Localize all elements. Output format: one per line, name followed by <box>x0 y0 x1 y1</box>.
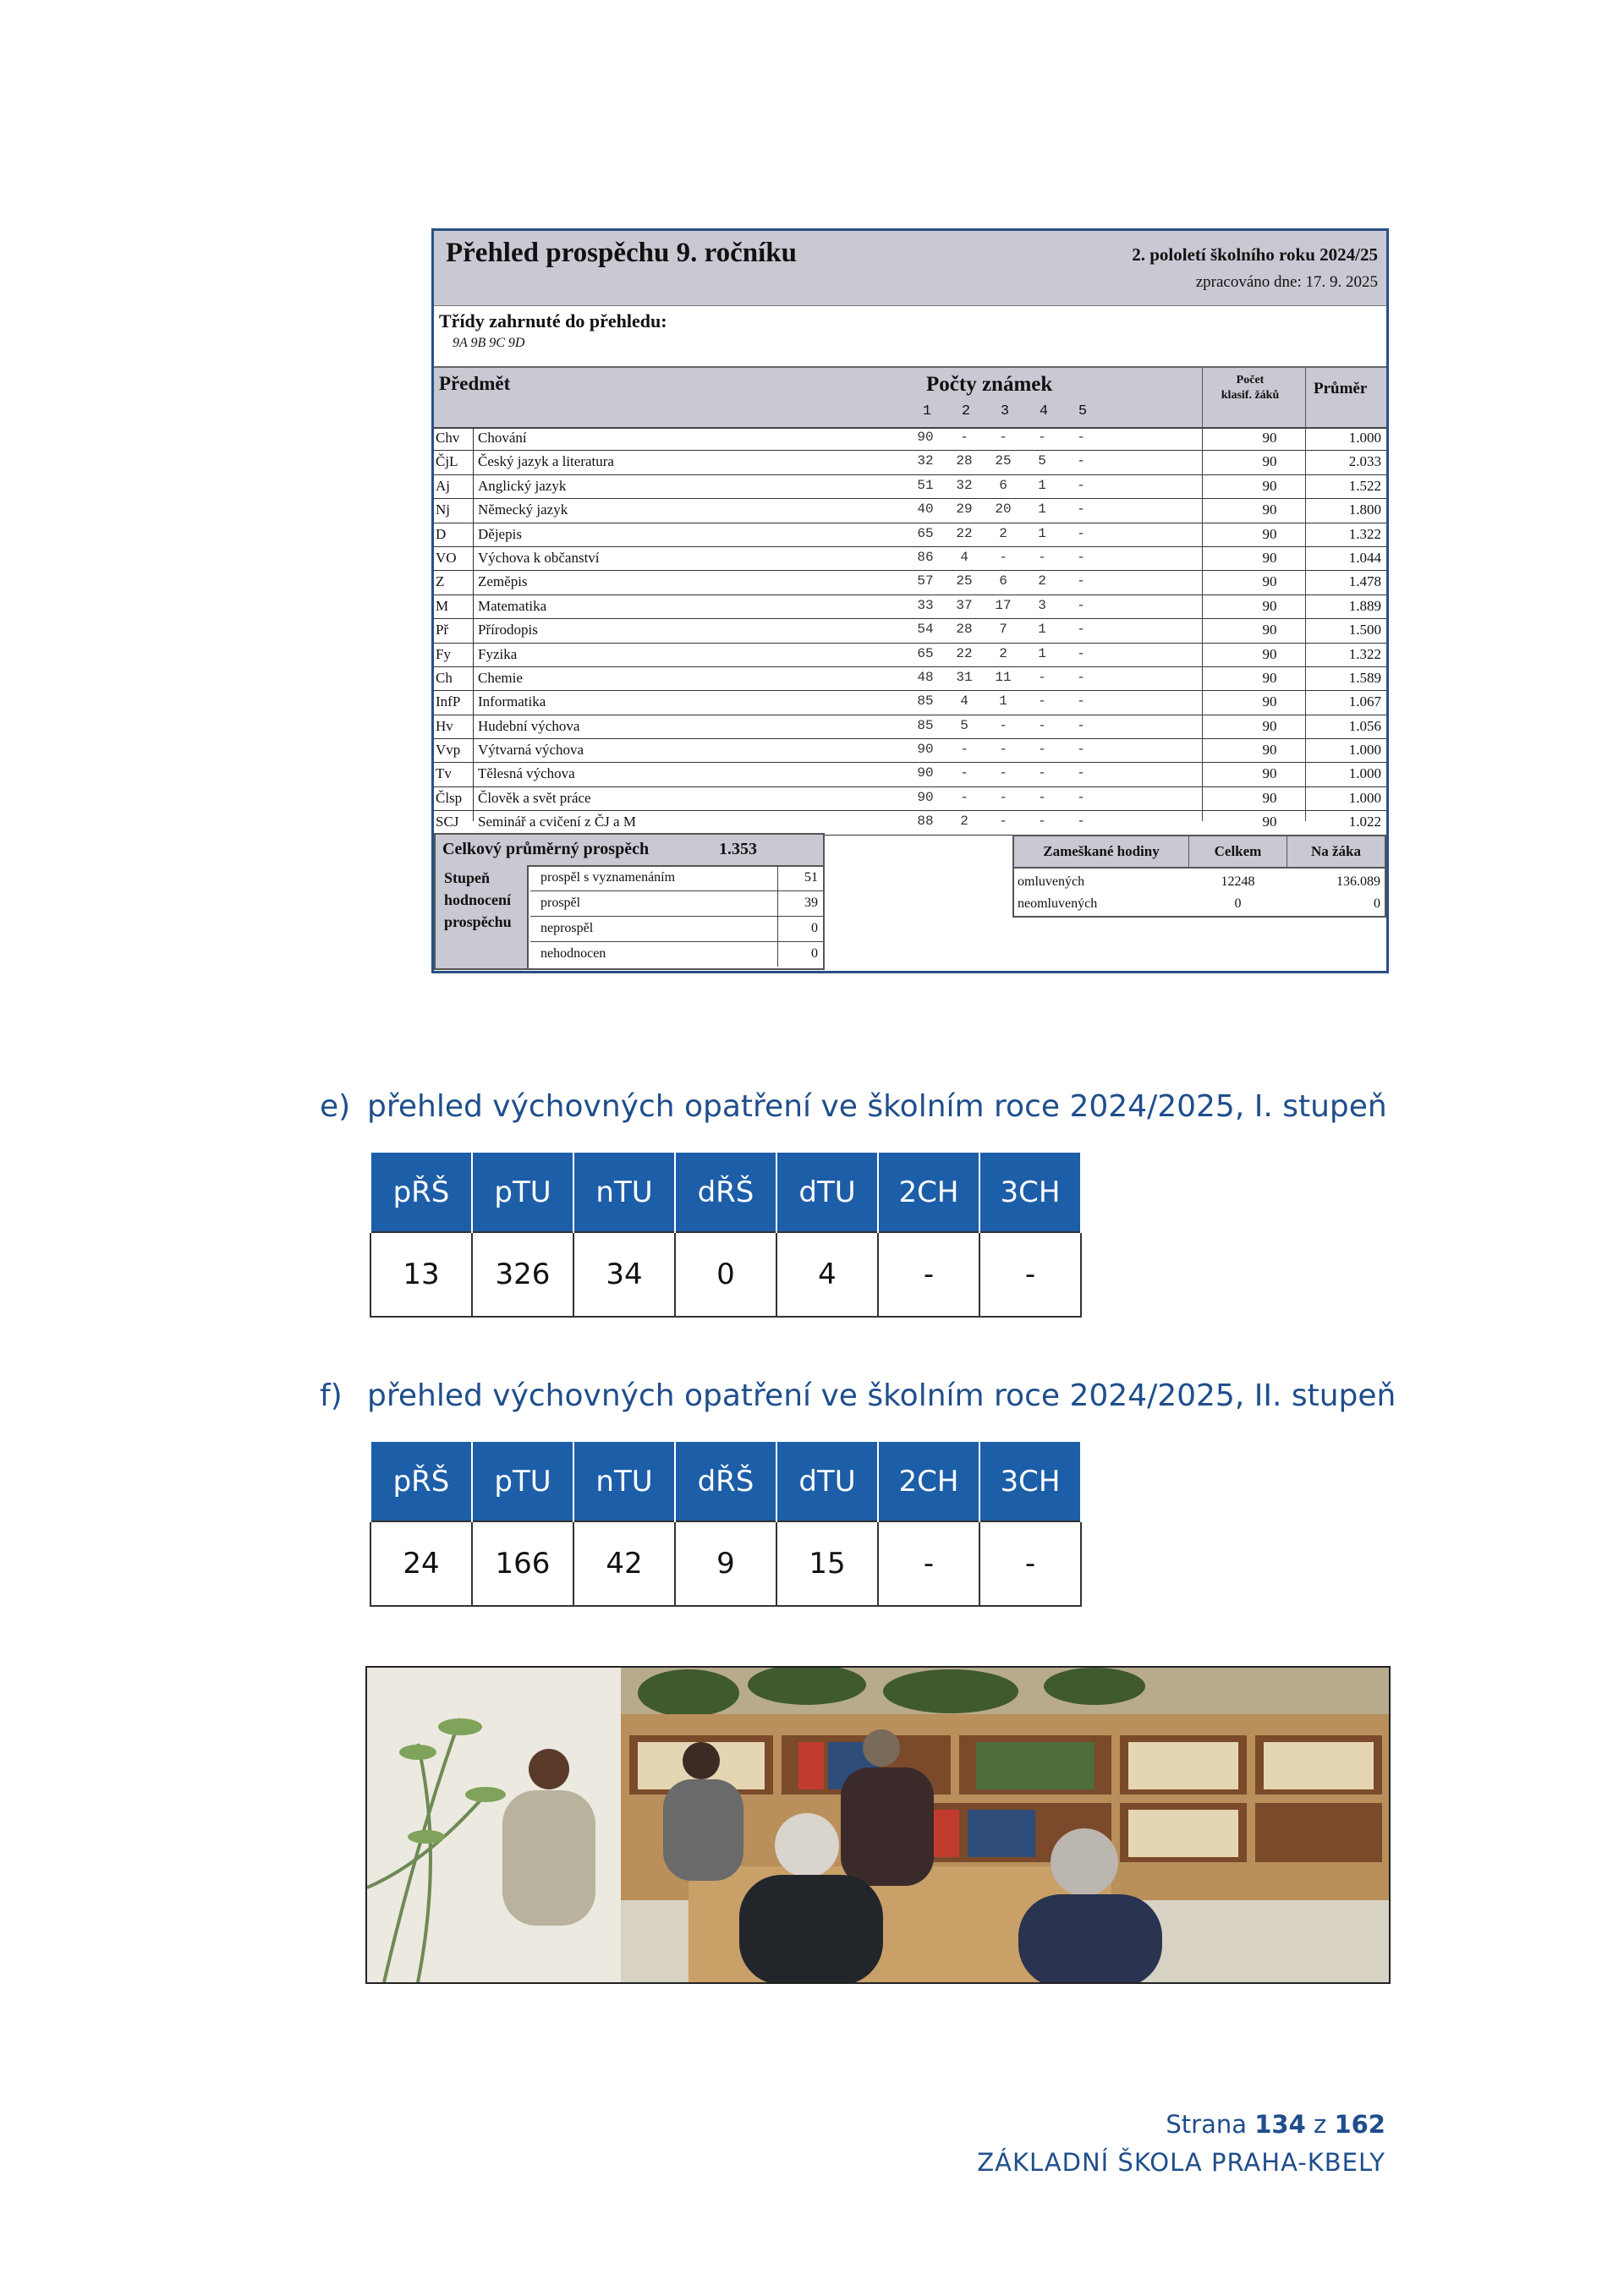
subject-average: 1.322 <box>1348 525 1381 542</box>
col-pocet <box>1216 373 1284 403</box>
grade-level-value: 39 <box>777 890 823 916</box>
page-current: 134 <box>1254 2110 1306 2139</box>
classified-count: 90 <box>1262 669 1277 686</box>
subject-average: 1.044 <box>1348 549 1381 566</box>
classified-count: 90 <box>1262 622 1277 638</box>
subject-row <box>434 427 1386 451</box>
subject-row <box>434 739 1386 763</box>
subject-abbr: M <box>436 597 449 614</box>
page-of: z <box>1314 2110 1327 2139</box>
grade-count: 22 <box>956 645 973 661</box>
measures-header-cell: 3CH <box>979 1441 1081 1521</box>
school-name: ZÁKLADNÍ ŠKOLA PRAHA-KBELY <box>977 2148 1385 2177</box>
grade-count: - <box>1038 765 1046 781</box>
subject-row <box>434 667 1386 691</box>
divider <box>1305 368 1306 427</box>
subject-abbr: Vvp <box>436 742 461 759</box>
grade-count: 48 <box>917 669 934 685</box>
divider <box>1202 427 1203 821</box>
measures-header-cell: 2CH <box>878 1441 979 1521</box>
grade-number: 3 <box>1000 403 1010 419</box>
grade-count: 57 <box>917 573 934 589</box>
col-pocet-line2: klasif. žáků <box>1221 389 1280 402</box>
subject-row <box>434 523 1386 547</box>
grade-count: 1 <box>1038 645 1046 661</box>
grade-count: 90 <box>917 765 934 781</box>
subject-abbr: Tv <box>436 765 452 782</box>
grade-count: 1 <box>1038 622 1046 638</box>
grade-count: - <box>1038 717 1046 733</box>
grade-count: 85 <box>917 717 934 733</box>
grade-number: 2 <box>961 403 971 419</box>
classified-count: 90 <box>1262 525 1277 542</box>
grade-count: - <box>1038 789 1046 805</box>
grade-number: 5 <box>1078 403 1088 419</box>
measures-value-row <box>370 1521 1081 1606</box>
measures-value-cell: 42 <box>573 1521 675 1606</box>
section-e-title: přehled výchovných opatření ve školním roce 2024/2025, I. stupeň <box>367 1089 1387 1124</box>
grade-level-row <box>530 941 823 967</box>
grade-count: - <box>1038 742 1046 758</box>
grade-count: 4 <box>960 693 968 710</box>
overall-average <box>434 833 825 867</box>
grade-count: - <box>1077 765 1085 781</box>
subject-name: Přírodopis <box>478 622 538 638</box>
grade-count: 31 <box>956 669 973 685</box>
library-photo <box>365 1666 1391 1984</box>
report-title: Přehled prospěchu 9. ročníku <box>446 238 797 268</box>
subject-row <box>434 691 1386 715</box>
measures-value-cell: - <box>979 1521 1081 1606</box>
classified-count: 90 <box>1262 597 1277 614</box>
grade-level-text: prospěl s vyznamenáním <box>540 870 676 885</box>
subject-name: Matematika <box>478 597 547 614</box>
subject-average: 1.800 <box>1348 501 1381 518</box>
classified-count: 90 <box>1262 717 1277 734</box>
subject-name: Člověk a svět práce <box>478 789 591 806</box>
grades-table-header <box>434 366 1386 429</box>
grade-level-label-line: prospěchu <box>444 913 512 930</box>
grade-count: 90 <box>917 742 934 758</box>
report-processed-date: zpracováno dne: 17. 9. 2025 <box>1195 273 1378 291</box>
subject-abbr: VO <box>436 549 457 566</box>
grade-count: 2 <box>999 645 1007 661</box>
grade-count: - <box>1038 814 1046 830</box>
subject-name: Výtvarná výchova <box>478 742 584 759</box>
grade-count: 3 <box>1038 597 1046 613</box>
absence-per-student: 136.089 <box>1336 874 1380 889</box>
classified-count: 90 <box>1262 430 1277 446</box>
grade-count: 40 <box>917 501 934 518</box>
overall-label: Celkový průměrný prospěch <box>442 840 650 858</box>
grade-count: - <box>1038 549 1046 565</box>
subject-row <box>434 571 1386 595</box>
subject-row <box>434 547 1386 571</box>
section-f-title: přehled výchovných opatření ve školním roce 2024/2025, II. stupeň <box>367 1378 1396 1413</box>
col-subject: Předmět <box>439 373 511 394</box>
classified-count: 90 <box>1262 814 1277 830</box>
classified-count: 90 <box>1262 501 1277 518</box>
subject-abbr: Nj <box>436 501 450 518</box>
absence-table <box>1012 835 1386 918</box>
grade-count: - <box>1077 430 1085 445</box>
grade-count: 1 <box>1038 477 1046 493</box>
subject-abbr: Fy <box>436 645 451 662</box>
classes-list: 9A 9B 9C 9D <box>453 336 525 350</box>
grade-count: - <box>960 430 968 445</box>
subject-row <box>434 811 1386 835</box>
grade-level-value: 0 <box>777 941 823 967</box>
grade-count: 6 <box>999 573 1007 589</box>
subject-row <box>434 715 1386 739</box>
grade-count: - <box>1038 693 1046 710</box>
grade-count: - <box>1077 501 1085 518</box>
classes-label: Třídy zahrnuté do přehledu: <box>439 310 667 332</box>
grade-count: 90 <box>917 430 934 445</box>
measures-header-cell: dŘŠ <box>675 1152 776 1232</box>
overall-value: 1.353 <box>719 840 757 858</box>
subject-row <box>434 619 1386 643</box>
measures-value-cell: 34 <box>573 1232 675 1317</box>
subject-row <box>434 787 1386 811</box>
subject-row <box>434 644 1386 667</box>
measures-value-cell: 15 <box>776 1521 878 1606</box>
grade-count: 1 <box>999 693 1007 710</box>
subject-name: Anglický jazyk <box>478 477 567 494</box>
grade-count: 6 <box>999 477 1007 493</box>
grade-count: - <box>960 789 968 805</box>
grade-count: - <box>1077 622 1085 638</box>
subject-abbr: Př <box>436 622 449 638</box>
classified-count: 90 <box>1262 477 1277 494</box>
subject-name: Český jazyk a literatura <box>478 453 614 470</box>
subject-abbr: ČjL <box>436 453 458 470</box>
divider <box>473 427 474 821</box>
grade-count: 1 <box>1038 501 1046 518</box>
grade-count: 90 <box>917 789 934 805</box>
subject-abbr: Hv <box>436 717 453 734</box>
subject-name: Německý jazyk <box>478 501 568 518</box>
measures-header-cell: nTU <box>573 1441 675 1521</box>
grade-count: - <box>999 814 1007 830</box>
subject-average: 1.522 <box>1348 477 1381 494</box>
grade-count: - <box>1077 597 1085 613</box>
grade-count: - <box>1077 742 1085 758</box>
classified-count: 90 <box>1262 742 1277 759</box>
classified-count: 90 <box>1262 765 1277 782</box>
report-period: 2. pololetí školního roku 2024/25 <box>1132 244 1378 265</box>
divider <box>1202 368 1203 427</box>
classified-count: 90 <box>1262 789 1277 806</box>
grade-count: 5 <box>1038 453 1046 469</box>
subject-average: 1.056 <box>1348 717 1381 734</box>
classified-count: 90 <box>1262 453 1277 470</box>
measures-header-cell: pTU <box>472 1441 573 1521</box>
measures-header-row <box>370 1152 1081 1232</box>
subject-abbr: Z <box>436 573 445 590</box>
subject-abbr: SCJ <box>436 814 459 830</box>
section-f-heading <box>320 1378 1396 1413</box>
grade-count: 37 <box>956 597 973 613</box>
subject-name: Seminář a cvičení z ČJ a M <box>478 814 636 830</box>
grade-count: 65 <box>917 645 934 661</box>
subject-row <box>434 475 1386 499</box>
measures-table-secondary <box>370 1440 1082 1607</box>
grade-count: 88 <box>917 814 934 830</box>
grade-count: - <box>1077 693 1085 710</box>
grade-count: 32 <box>956 477 973 493</box>
absence-title: Zameškané hodiny <box>1014 836 1189 869</box>
grade-count: 65 <box>917 525 934 541</box>
classified-count: 90 <box>1262 549 1277 566</box>
classified-count: 90 <box>1262 573 1277 590</box>
measures-value-cell: 4 <box>776 1232 878 1317</box>
absence-total: 12248 <box>1221 874 1255 889</box>
grade-level-label-line: hodnocení <box>444 891 512 908</box>
section-f-letter: f) <box>320 1378 343 1413</box>
grade-count: 86 <box>917 549 934 565</box>
measures-header-cell: 2CH <box>878 1152 979 1232</box>
grade-count: 4 <box>960 549 968 565</box>
page-total: 162 <box>1334 2110 1385 2139</box>
absence-col-per-student: Na žáka <box>1287 836 1385 869</box>
subject-average: 1.022 <box>1348 814 1381 830</box>
grade-count: 2 <box>1038 573 1046 589</box>
grade-count: - <box>1038 669 1046 685</box>
grade-number: 1 <box>922 403 932 419</box>
subject-average: 1.000 <box>1348 430 1381 446</box>
grade-count: 28 <box>956 453 973 469</box>
absence-col-total: Celkem <box>1189 836 1287 869</box>
measures-header-cell: dTU <box>776 1152 878 1232</box>
grade-level-text: neprospěl <box>540 921 594 935</box>
grade-level-text: prospěl <box>540 896 581 910</box>
measures-header-cell: pŘŠ <box>370 1152 472 1232</box>
grade-count: - <box>1077 477 1085 493</box>
subject-abbr: Člsp <box>436 789 463 806</box>
subject-abbr: D <box>436 525 447 542</box>
absence-label: omluvených <box>1018 874 1085 889</box>
grade-count: - <box>1077 525 1085 541</box>
subject-name: Výchova k občanství <box>478 549 600 566</box>
measures-value-cell: - <box>878 1521 979 1606</box>
absence-label: neomluvených <box>1018 896 1098 911</box>
subject-row <box>434 763 1386 786</box>
grade-count: 22 <box>956 525 973 541</box>
grade-count: - <box>999 789 1007 805</box>
grade-count: - <box>999 549 1007 565</box>
grade-count: - <box>1077 549 1085 565</box>
grade-count: - <box>999 765 1007 781</box>
grade-count: 1 <box>1038 525 1046 541</box>
grade-count: - <box>960 765 968 781</box>
measures-header-cell: nTU <box>573 1152 675 1232</box>
measures-value-cell: - <box>878 1232 979 1317</box>
grade-count: 25 <box>956 573 973 589</box>
subject-name: Dějepis <box>478 525 522 542</box>
subject-row <box>434 499 1386 523</box>
grade-count: - <box>1077 669 1085 685</box>
measures-value-cell: 9 <box>675 1521 776 1606</box>
measures-header-cell: pTU <box>472 1152 573 1232</box>
grade-count: - <box>1038 430 1046 445</box>
grade-level-text: nehodnocen <box>540 946 606 961</box>
grade-count: - <box>960 742 968 758</box>
library-photo-illustration <box>367 1668 1389 1982</box>
measures-value-cell: 0 <box>675 1232 776 1317</box>
grade-numbers <box>908 403 1102 419</box>
measures-value-cell: 13 <box>370 1232 472 1317</box>
measures-value-cell: - <box>979 1232 1081 1317</box>
grades-table-body <box>434 427 1386 836</box>
section-e-heading <box>320 1089 1387 1124</box>
page-number <box>1166 2110 1385 2139</box>
measures-header-cell: dŘŠ <box>675 1441 776 1521</box>
subject-row <box>434 595 1386 619</box>
grade-count: 5 <box>960 717 968 733</box>
page-prefix: Strana <box>1166 2110 1248 2139</box>
grade-report <box>431 228 1389 973</box>
subject-average: 1.589 <box>1348 669 1381 686</box>
grade-level-row <box>530 865 823 891</box>
grade-count: 51 <box>917 477 934 493</box>
grade-count: 7 <box>999 622 1007 638</box>
subject-row <box>434 451 1386 474</box>
grade-level-table <box>434 865 825 970</box>
subject-average: 1.322 <box>1348 645 1381 662</box>
grade-level-value: 51 <box>777 865 823 890</box>
grade-count: 25 <box>995 453 1012 469</box>
col-grade-counts: Počty známek <box>926 373 1053 396</box>
measures-value-cell: 166 <box>472 1521 573 1606</box>
subject-name: Informatika <box>478 693 546 710</box>
absence-per-student: 0 <box>1374 896 1380 911</box>
grade-number: 4 <box>1039 403 1049 419</box>
subject-name: Fyzika <box>478 645 518 662</box>
grade-count: - <box>1077 717 1085 733</box>
col-average: Průměr <box>1314 380 1368 397</box>
grade-level-label-line: Stupeň <box>444 869 491 886</box>
grade-count: 29 <box>956 501 973 518</box>
grade-count: 11 <box>995 669 1012 685</box>
subject-average: 1.000 <box>1348 765 1381 782</box>
grade-level-row <box>530 916 823 942</box>
grade-count: - <box>1077 453 1085 469</box>
grade-count: 85 <box>917 693 934 710</box>
measures-value-cell: 326 <box>472 1232 573 1317</box>
subject-average: 2.033 <box>1348 453 1381 470</box>
grade-count: - <box>1077 645 1085 661</box>
grade-level-row <box>530 890 823 917</box>
absence-total: 0 <box>1234 896 1242 911</box>
subject-average: 1.889 <box>1348 597 1381 614</box>
grade-count: 54 <box>917 622 934 638</box>
subject-name: Hudební výchova <box>478 717 580 734</box>
subject-average: 1.478 <box>1348 573 1381 590</box>
grade-level-label <box>436 865 529 968</box>
grade-count: 17 <box>995 597 1012 613</box>
col-pocet-line1: Počet <box>1236 374 1265 386</box>
measures-header-cell: pŘŠ <box>370 1441 472 1521</box>
subject-abbr: InfP <box>436 693 461 710</box>
classified-count: 90 <box>1262 693 1277 710</box>
grade-count: 2 <box>960 814 968 830</box>
grade-count: 20 <box>995 501 1012 518</box>
divider <box>1305 427 1306 821</box>
report-header <box>434 231 1386 306</box>
grade-count: - <box>999 430 1007 445</box>
measures-table-primary <box>370 1151 1082 1318</box>
grade-count: 28 <box>956 622 973 638</box>
grade-count: 32 <box>917 453 934 469</box>
subject-average: 1.500 <box>1348 622 1381 638</box>
grade-count: - <box>1077 814 1085 830</box>
grade-count: - <box>999 717 1007 733</box>
subject-name: Zeměpis <box>478 573 528 590</box>
subject-name: Chemie <box>478 669 523 686</box>
subject-name: Chování <box>478 430 527 446</box>
section-e-letter: e) <box>320 1089 351 1124</box>
measures-value-row <box>370 1232 1081 1317</box>
subject-average: 1.000 <box>1348 742 1381 759</box>
subject-name: Tělesná výchova <box>478 765 575 782</box>
grade-count: - <box>1077 573 1085 589</box>
measures-value-cell: 24 <box>370 1521 472 1606</box>
classified-count: 90 <box>1262 645 1277 662</box>
subject-abbr: Ch <box>436 669 453 686</box>
grade-count: - <box>999 742 1007 758</box>
subject-average: 1.067 <box>1348 693 1381 710</box>
grade-count: 2 <box>999 525 1007 541</box>
measures-header-cell: dTU <box>776 1441 878 1521</box>
grade-level-value: 0 <box>777 916 823 941</box>
measures-header-cell: 3CH <box>979 1152 1081 1232</box>
subject-abbr: Chv <box>436 430 460 446</box>
grade-count: - <box>1077 789 1085 805</box>
measures-header-row <box>370 1441 1081 1521</box>
subject-average: 1.000 <box>1348 789 1381 806</box>
subject-abbr: Aj <box>436 477 450 494</box>
grade-count: 33 <box>917 597 934 613</box>
